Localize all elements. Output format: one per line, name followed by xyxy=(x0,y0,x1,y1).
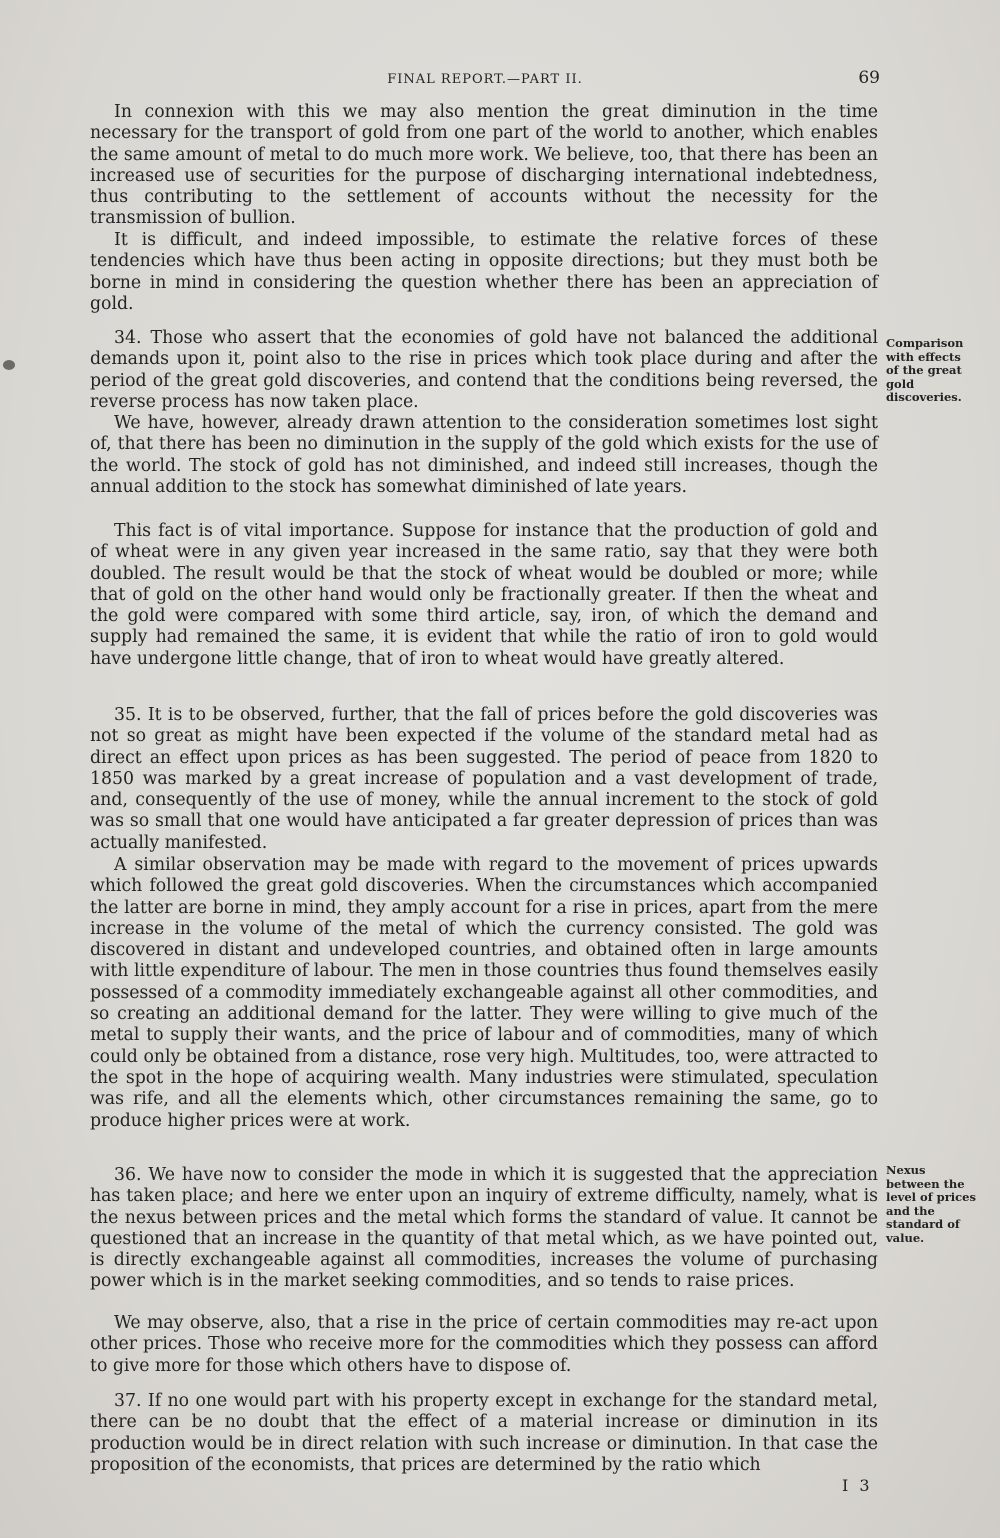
paragraph: We have, however, already drawn attention to the consideration sometimes lost sight of, that there has been no diminution in the supply of the gold which exists for the use of the world. The stock of gold has not diminished, and indeed still increases, though the annual addition to the stock has somewhat diminished of late years. xyxy=(90,413,878,497)
ink-spot xyxy=(3,360,15,370)
paragraph: This fact is of vital importance. Suppose for instance that the production of gold and of wheat were in any given year increased in the same ratio, say that they were both doubled. The result would be that the stock of wheat would be doubled or more; while that of gold on the other hand would only be fractionally greater. If then the wheat and the gold were compared with some third article, say, iron, of which the demand and supply had remained the same, it is evident that while the ratio of iron to gold would have undergone little change, that of iron to wheat would have greatly altered. xyxy=(90,521,878,669)
body-text xyxy=(90,102,878,1476)
paragraph-section-34: 34. Those who assert that the economies of gold have not balanced the additional demands upon it, point also to the rise in prices which took place during and after the period of the great gold discoveries, and contend that the conditions being reversed, the reverse process has now taken place. xyxy=(90,328,878,412)
paragraph: A similar observation may be made with regard to the movement of prices upwards which followed the great gold discoveries. When the circumstances which accompanied the latter are borne in mind, they amply account for a rise in prices, apart from the mere increase in the volume of the metal of which the currency consisted. The gold was discovered in distant and undeveloped countries, and obtained often in large amounts with little expenditure of labour. The men in those countries thus found themselves easily possessed of a commodity immediately exchangeable against all other commodities, and so creating an additional demand for the latter. They were willing to give much of the metal to supply their wants, and the price of labour and of commodities, many of which could only be obtained from a distance, rose very high. Multitudes, too, were attracted to the spot in the hope of acquiring wealth. Many industries were stimulated, speculation was rife, and all the elements which, other circumstances remaining the same, go to produce higher prices were at work. xyxy=(90,855,878,1131)
signature-mark: I 3 xyxy=(842,1476,873,1495)
paragraph: It is difficult, and indeed impossible, to estimate the relative forces of these tendencies which have thus been acting in opposite directions; but they must both be borne in mind in considering the question whether there has been an appreciation of gold. xyxy=(90,230,878,314)
running-head: FINAL REPORT.—PART II. xyxy=(387,72,583,87)
paragraph: In connexion with this we may also mention the great diminution in the time necessary for the transport of gold from one part of the world to another, which enables the same amount of metal to do much more work. We believe, too, that there has been an increased use of securities for the purpose of discharging international indebtedness, thus contributing to the settlement of accounts without the necessity for the transmission of bullion. xyxy=(90,102,878,229)
paragraph-section-35: 35. It is to be observed, further, that the fall of prices before the gold discoveries was not so great as might have been expected if the volume of the standard metal had as direct an effect upon prices as has been suggested. The period of peace from 1820 to 1850 was marked by a great increase of population and a vast development of trade, and, consequently of the use of money, while the annual increment to the stock of gold was so small that one would have anticipated a far greater depression of prices than was actually manifested. xyxy=(90,705,878,853)
side-note-nexus: Nexus between the level of prices and the standard of value. xyxy=(886,1163,976,1245)
paragraph-section-36: 36. We have now to consider the mode in which it is suggested that the appreciation has taken place; and here we enter upon an inquiry of extreme difficulty, namely, what is the nexus between prices and the metal which forms the standard of value. It cannot be questioned that an increase in the quantity of that metal which, as we have pointed out, is directly exchangeable against all commodities, increases the volume of purchasing power which is in the market seeking commodities, and so tends to raise prices. xyxy=(90,1165,878,1292)
side-note-comparison: Comparison with effects of the great gold discoveries. xyxy=(886,336,964,404)
page-header xyxy=(90,68,880,92)
paragraph-section-37: 37. If no one would part with his property except in exchange for the standard metal, there can be no doubt that the effect of a material increase or diminution in its production would be in direct relation with such increase or diminution. In that case the proposition of the economists, that prices are determined by the ratio which xyxy=(90,1391,878,1475)
page-number: 69 xyxy=(858,68,880,88)
paragraph: We may observe, also, that a rise in the price of certain commodities may re-act upon other prices. Those who receive more for the commodities which they possess can afford to give more for those which others have to dispose of. xyxy=(90,1313,878,1376)
